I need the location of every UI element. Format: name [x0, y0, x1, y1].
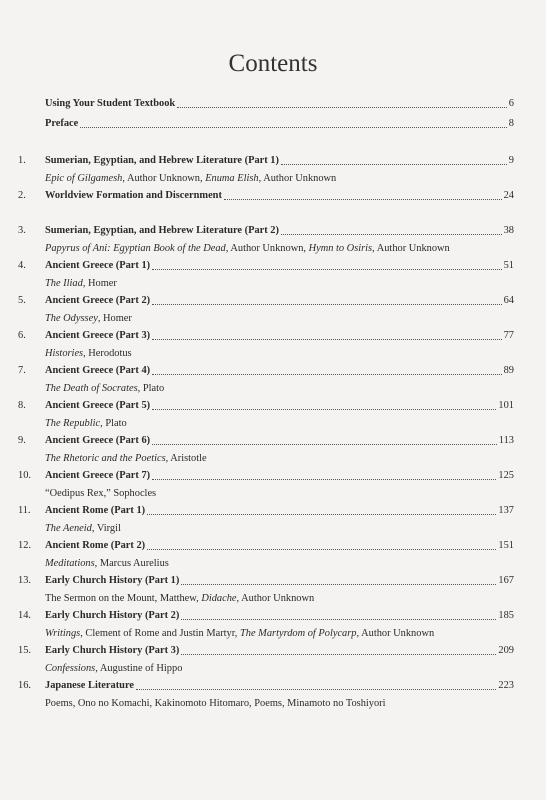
chapter-page: 167: [498, 575, 514, 586]
chapter-number: 14.: [18, 610, 31, 621]
work-title: The Iliad: [45, 278, 83, 289]
chapter-title: Ancient Greece (Part 5): [45, 400, 151, 411]
reading-text: , Plato: [100, 418, 127, 429]
dot-leader: [181, 653, 496, 655]
chapter-readings: [18, 240, 514, 258]
work-title: The Aeneid: [45, 523, 92, 534]
chapter-number: 16.: [18, 680, 31, 691]
chapter-list: [18, 152, 514, 712]
dot-leader: [152, 338, 502, 340]
reading-text: , Author Unknown: [372, 243, 450, 254]
work-title: Confessions: [45, 663, 96, 674]
work-title: The Martyrdom of Polycarp: [240, 628, 357, 639]
dot-leader: [181, 583, 496, 585]
chapter-readings: [18, 660, 514, 678]
chapter-number: 15.: [18, 645, 31, 656]
work-title: The Republic: [45, 418, 101, 429]
chapter-page: 113: [498, 435, 514, 446]
dot-leader: [224, 198, 502, 200]
toc-chapter-entry[interactable]: [18, 607, 514, 642]
toc-chapter-entry[interactable]: [18, 677, 514, 712]
dot-leader: [281, 163, 507, 165]
entry-page: 8: [508, 118, 514, 129]
chapter-readings: [18, 450, 514, 468]
chapter-row[interactable]: [18, 467, 514, 485]
toc-chapter-entry[interactable]: [18, 537, 514, 572]
chapter-title: Early Church History (Part 1): [45, 575, 180, 586]
chapter-readings: [18, 695, 514, 713]
entry-title: Preface: [45, 118, 79, 129]
toc-chapter-entry[interactable]: [18, 397, 514, 432]
dot-leader: [147, 513, 496, 515]
reading-text: , Plato: [137, 383, 165, 394]
page-title: Contents: [228, 50, 318, 77]
chapter-page: 9: [508, 155, 514, 166]
reading-text: , Homer: [82, 278, 117, 289]
work-title: Writings: [45, 628, 81, 639]
dot-leader: [152, 408, 496, 410]
table-of-contents: [18, 95, 514, 712]
chapter-title: Early Church History (Part 2): [45, 610, 180, 621]
reading-text: “Oedipus Rex,” Sophocles: [45, 488, 157, 499]
work-title: The Rhetoric and the Poetics: [45, 453, 166, 464]
toc-chapter-entry[interactable]: [18, 502, 514, 537]
work-title: Papyrus of Ani: Egyptian Book of the Dead: [45, 243, 226, 254]
toc-chapter-entry[interactable]: [18, 432, 514, 467]
dot-leader: [147, 548, 496, 550]
chapter-row[interactable]: [18, 607, 514, 625]
chapter-row[interactable]: [18, 362, 514, 380]
chapter-readings: [18, 520, 514, 538]
chapter-readings: [18, 205, 514, 223]
chapter-title: Ancient Greece (Part 4): [45, 365, 151, 376]
chapter-page: 51: [503, 260, 514, 271]
reading-text: , Homer: [97, 313, 132, 324]
chapter-row[interactable]: [18, 677, 514, 695]
chapter-row[interactable]: [18, 327, 514, 345]
chapter-number: 3.: [18, 225, 26, 236]
chapter-title: Ancient Greece (Part 2): [45, 295, 151, 306]
chapter-page: 137: [498, 505, 514, 516]
dot-leader: [152, 303, 502, 305]
dot-leader: [152, 443, 497, 445]
chapter-row[interactable]: [18, 222, 514, 240]
chapter-title: Early Church History (Part 3): [45, 645, 180, 656]
chapter-row[interactable]: [18, 187, 514, 205]
chapter-readings: [18, 555, 514, 573]
dot-leader: [80, 126, 507, 128]
chapter-number: 11.: [18, 505, 31, 516]
chapter-readings: [18, 485, 514, 503]
chapter-row[interactable]: [18, 257, 514, 275]
chapter-title: Sumerian, Egyptian, and Hebrew Literature (Part 1): [45, 155, 279, 166]
chapter-row[interactable]: [18, 642, 514, 660]
chapter-page: 64: [503, 295, 514, 306]
toc-chapter-entry[interactable]: [18, 327, 514, 362]
chapter-number: 6.: [18, 330, 26, 341]
chapter-title: Sumerian, Egyptian, and Hebrew Literature (Part 2): [45, 225, 279, 236]
chapter-page: 24: [503, 190, 514, 201]
chapter-readings: [18, 275, 514, 293]
chapter-title: Ancient Rome (Part 1): [45, 505, 146, 516]
dot-leader: [181, 618, 496, 620]
front-matter: [18, 95, 514, 133]
chapter-row[interactable]: [18, 292, 514, 310]
toc-front-entry[interactable]: [18, 95, 514, 113]
chapter-number: 10.: [18, 470, 31, 481]
reading-text: , Augustine of Hippo: [95, 663, 183, 674]
chapter-page: 151: [498, 540, 514, 551]
reading-text: , Author Unknown,: [225, 243, 309, 254]
dot-leader: [177, 106, 507, 108]
chapter-row[interactable]: [18, 572, 514, 590]
chapter-row[interactable]: [18, 537, 514, 555]
work-title: Hymn to Osiris: [308, 243, 373, 254]
reading-text: , Marcus Aurelius: [94, 558, 169, 569]
chapter-page: 77: [503, 330, 514, 341]
toc-chapter-entry[interactable]: [18, 572, 514, 607]
chapter-page: 223: [498, 680, 514, 691]
dot-leader: [152, 373, 502, 375]
reading-text: Poems, Ono no Komachi, Kakinomoto Hitomaro, Poems, Minamoto no Toshiyori: [45, 698, 386, 709]
chapter-number: 7.: [18, 365, 26, 376]
chapter-row[interactable]: [18, 502, 514, 520]
dot-leader: [281, 233, 502, 235]
chapter-readings: [18, 170, 514, 188]
dot-leader: [152, 268, 502, 270]
spacer: [18, 135, 514, 152]
toc-front-entry[interactable]: [18, 115, 514, 133]
reading-text: , Author Unknown: [258, 173, 337, 184]
chapter-number: 4.: [18, 260, 26, 271]
work-title: The Odyssey: [45, 313, 98, 324]
work-title: Histories: [45, 348, 84, 359]
toc-chapter-entry[interactable]: [18, 257, 514, 292]
chapter-title: Ancient Greece (Part 1): [45, 260, 151, 271]
chapter-page: 101: [498, 400, 514, 411]
chapter-page: 209: [498, 645, 514, 656]
reading-text: The Sermon on the Mount, Matthew,: [45, 593, 202, 604]
reading-text: , Author Unknown: [356, 628, 435, 639]
chapter-page: 89: [503, 365, 514, 376]
chapter-readings: [18, 625, 514, 643]
entry-page: 6: [508, 98, 514, 109]
chapter-title: Ancient Rome (Part 2): [45, 540, 146, 551]
chapter-number: 12.: [18, 540, 31, 551]
reading-text: , Virgil: [91, 523, 121, 534]
reading-text: , Author Unknown,: [122, 173, 206, 184]
chapter-number: 1.: [18, 155, 26, 166]
chapter-readings: [18, 415, 514, 433]
work-title: Enuma Elish: [205, 173, 259, 184]
chapter-row[interactable]: [18, 432, 514, 450]
reading-text: , Author Unknown: [236, 593, 315, 604]
toc-chapter-entry[interactable]: [18, 292, 514, 327]
toc-chapter-entry[interactable]: [18, 362, 514, 397]
chapter-readings: [18, 590, 514, 608]
chapter-readings: [18, 380, 514, 398]
chapter-readings: [18, 345, 514, 363]
chapter-title: Ancient Greece (Part 3): [45, 330, 151, 341]
work-title: Didache: [201, 593, 237, 604]
reading-text: , Clement of Rome and Justin Martyr,: [80, 628, 240, 639]
chapter-title: Japanese Literature: [45, 680, 134, 691]
work-title: The Death of Socrates: [45, 383, 138, 394]
work-title: Epic of Gilgamesh: [45, 173, 123, 184]
chapter-title: Ancient Greece (Part 6): [45, 435, 151, 446]
work-title: Meditations: [45, 558, 95, 569]
dot-leader: [136, 688, 496, 690]
chapter-number: 2.: [18, 190, 26, 201]
toc-chapter-entry[interactable]: [18, 222, 514, 257]
chapter-row[interactable]: [18, 397, 514, 415]
dot-leader: [152, 478, 496, 480]
chapter-readings: [18, 310, 514, 328]
chapter-title: Worldview Formation and Discernment: [45, 190, 222, 201]
chapter-page: 125: [498, 470, 514, 481]
chapter-number: 5.: [18, 295, 26, 306]
toc-chapter-entry[interactable]: [18, 467, 514, 502]
chapter-page: 185: [498, 610, 514, 621]
chapter-page: 38: [503, 225, 514, 236]
reading-text: , Herodotus: [83, 348, 132, 359]
chapter-title: Ancient Greece (Part 7): [45, 470, 151, 481]
chapter-number: 13.: [18, 575, 31, 586]
toc-chapter-entry[interactable]: [18, 187, 514, 222]
chapter-row[interactable]: [18, 152, 514, 170]
reading-text: , Aristotle: [165, 453, 207, 464]
toc-chapter-entry[interactable]: [18, 152, 514, 187]
chapter-number: 9.: [18, 435, 26, 446]
toc-chapter-entry[interactable]: [18, 642, 514, 677]
chapter-number: 8.: [18, 400, 26, 411]
entry-title: Using Your Student Textbook: [45, 98, 176, 109]
